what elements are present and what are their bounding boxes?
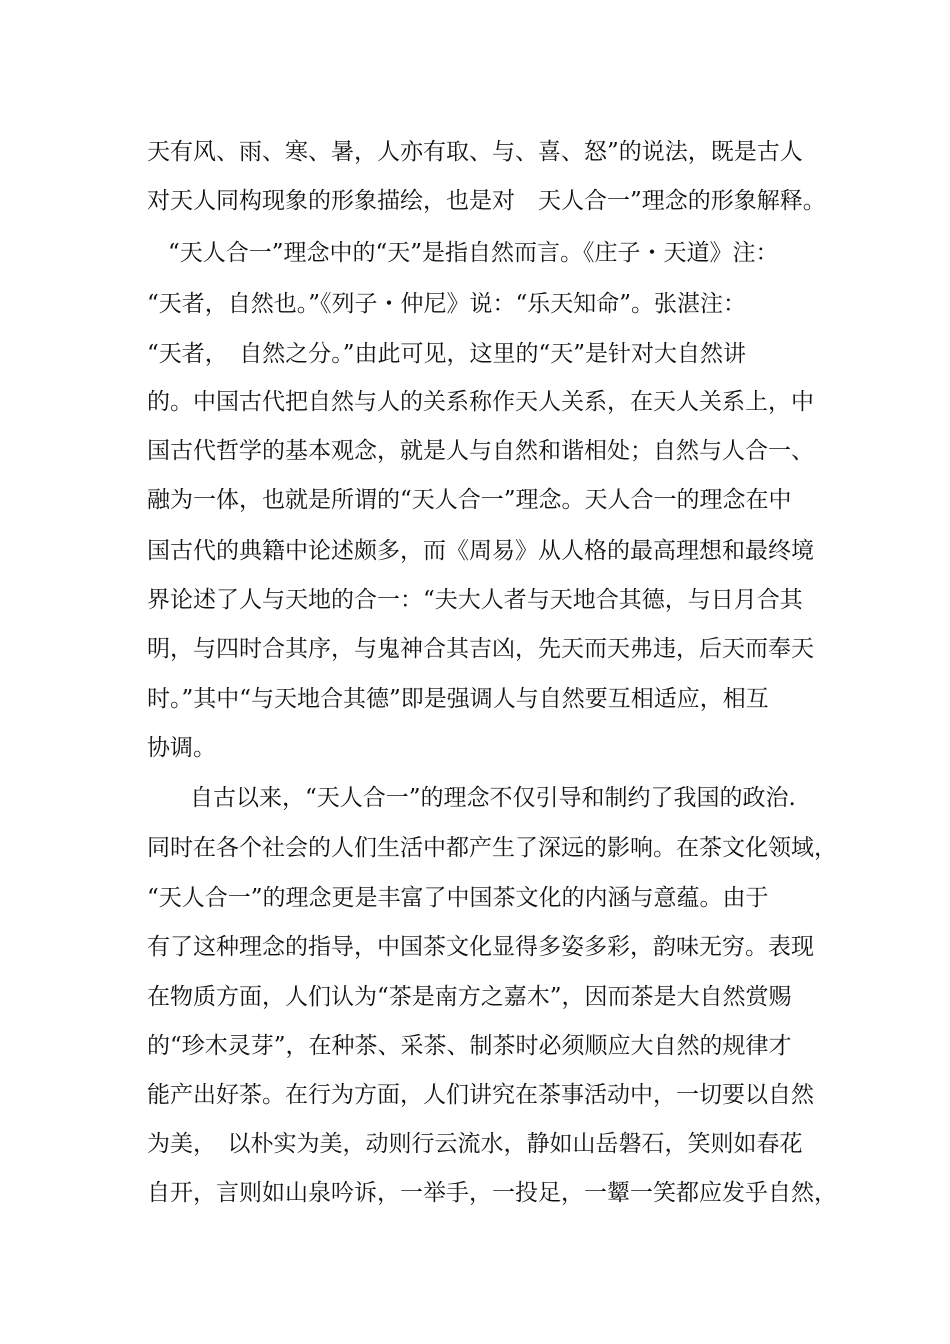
- text-line: “天人合一”理念中的“天”是指自然而言。《庄子・天道》注：: [168, 240, 779, 266]
- text-line: “天者，自然也。”《列子・仲尼》说：“乐天知命”。张湛注：: [147, 291, 747, 317]
- text-line: “天人合一”的理念更是丰富了中国茶文化的内涵与意蕴。由于: [147, 885, 769, 911]
- text-line: 自开，言则如山泉吟诉，一举手，一投足，一颦一笑都应发乎自然，: [147, 1180, 837, 1206]
- text-line: 协调。: [147, 735, 216, 761]
- text-line: 为美， 以朴实为美，动则行云流水，静如山岳磐石，笑则如春花: [147, 1131, 803, 1157]
- text-line: “天者， 自然之分。”由此可见，这里的“天”是针对大自然讲: [147, 341, 747, 367]
- text-line: 同时在各个社会的人们生活中都产生了深远的影响。在茶文化领域，: [147, 835, 837, 861]
- text-line: 国古代哲学的基本观念，就是人与自然和谐相处；自然与人合一、: [147, 438, 814, 464]
- text-line: 的。中国古代把自然与人的关系称作天人关系，在天人关系上，中: [147, 389, 814, 415]
- text-line: 国古代的典籍中论述颇多，而《周易》从人格的最高理想和最终境: [147, 538, 814, 564]
- text-line: 时。”其中“与天地合其德”即是强调人与自然要互相适应，相互: [147, 686, 769, 712]
- text-line: 自古以来，“天人合一”的理念不仅引导和制约了我国的政治.: [190, 785, 796, 811]
- text-line: 的“珍木灵芽”，在种茶、采茶、制茶时必须顺应大自然的规律才: [147, 1033, 792, 1059]
- text-line: 能产出好茶。在行为方面，人们讲究在茶事活动中，一切要以自然: [147, 1082, 814, 1108]
- text-line: 明，与四时合其序，与鬼神合其吉凶，先天而天弗违，后天而奉天: [147, 636, 814, 662]
- text-line: 有了这种理念的指导，中国茶文化显得多姿多彩，韵味无穷。表现: [147, 934, 814, 960]
- text-line: 对天人同构现象的形象描绘，也是对 天人合一”理念的形象解释。: [147, 188, 826, 214]
- text-line: 在物质方面，人们认为“茶是南方之嘉木”，因而茶是大自然赏赐: [147, 984, 792, 1010]
- text-line: 融为一体，也就是所谓的“天人合一”理念。天人合一的理念在中: [147, 487, 792, 513]
- text-line: 天有风、雨、寒、暑，人亦有取、与、喜、怒”的说法，既是古人: [147, 139, 803, 165]
- text-line: 界论述了人与天地的合一：“夫大人者与天地合其德，与日月合其: [147, 587, 803, 613]
